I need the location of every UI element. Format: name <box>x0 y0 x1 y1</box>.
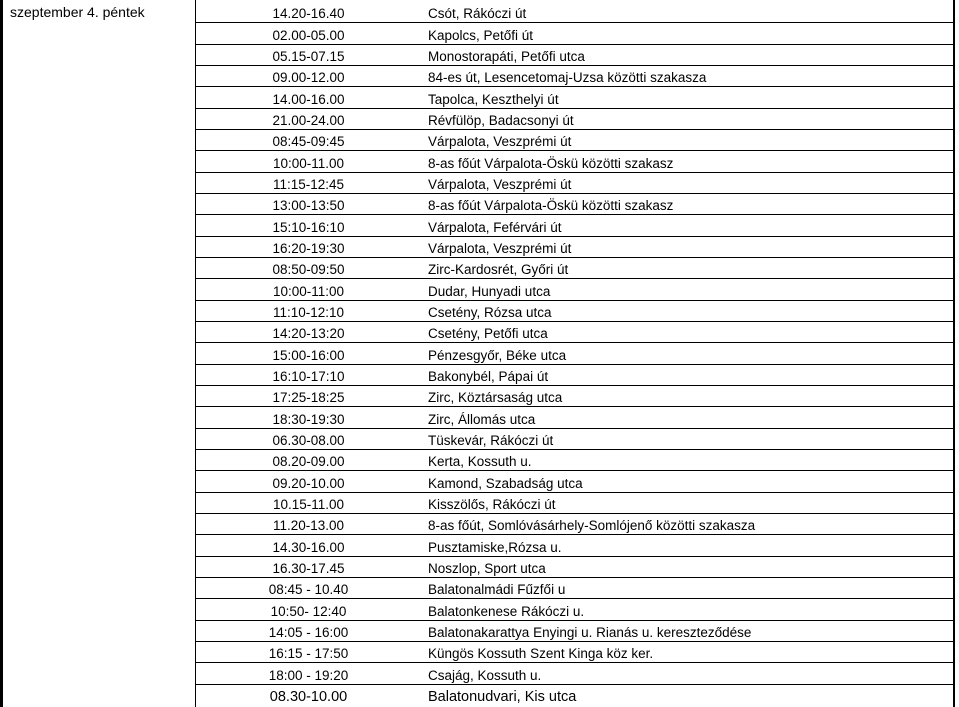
time-cell: 10:50- 12:40 <box>270 603 347 619</box>
location-cell: Noszlop, Sport utca <box>428 560 546 576</box>
table-row <box>196 578 953 599</box>
time-cell: 08:50-09:50 <box>272 262 345 278</box>
location-cell: Kamond, Szabadság utca <box>428 475 583 491</box>
time-cell: 10:00-11:00 <box>272 283 345 299</box>
location-cell: Balatonkenese Rákóczi u. <box>428 603 585 619</box>
location-cell: Várpalota, Veszprémi út <box>428 176 572 192</box>
table-row <box>196 429 953 450</box>
location-cell: Csetény, Petőfi utca <box>428 326 548 342</box>
time-cell: 14.00-16.00 <box>272 91 345 107</box>
table-row <box>196 279 953 300</box>
time-cell: 16.30-17.45 <box>272 560 345 576</box>
table-row <box>196 215 953 236</box>
time-cell: 11:10-12:10 <box>272 304 345 320</box>
time-cell: 09.00-12.00 <box>272 70 345 86</box>
location-cell: Balatonakarattya Enyingi u. Rianás u. kereszteződése <box>428 624 752 640</box>
time-cell: 10:00-11.00 <box>272 155 345 171</box>
table-row <box>196 599 953 620</box>
time-cell: 16:10-17:10 <box>272 368 345 384</box>
right-border-line <box>953 0 955 707</box>
time-cell: 11:15-12:45 <box>272 176 345 192</box>
time-cell: 06.30-08.00 <box>272 432 345 448</box>
table-row <box>196 130 953 151</box>
location-cell: Zirc, Állomás utca <box>428 411 536 427</box>
table-row <box>196 621 953 642</box>
time-cell: 15:00-16:00 <box>272 347 345 363</box>
location-cell: 8-as főút Várpalota-Öskü közötti szakasz <box>428 155 674 171</box>
time-cell: 14.20-16.40 <box>272 6 345 22</box>
time-cell: 05.15-07.15 <box>272 48 345 64</box>
location-cell: Pusztamiske,Rózsa u. <box>428 539 562 555</box>
time-cell: 08:45-09:45 <box>272 134 345 150</box>
location-cell: Zirc-Kardosrét, Győri út <box>428 262 569 278</box>
time-cell: 21.00-24.00 <box>272 112 345 128</box>
time-cell: 14.30-16.00 <box>272 539 345 555</box>
time-cell: 09.20-10.00 <box>272 475 345 491</box>
location-cell: Balatonudvari, Kis utca <box>428 688 577 705</box>
time-cell: 15:10-16:10 <box>272 219 345 235</box>
time-cell: 02.00-05.00 <box>272 27 345 43</box>
table-row <box>196 2 953 23</box>
table-row <box>196 471 953 492</box>
time-cell: 13:00-13:50 <box>272 198 345 214</box>
location-cell: Csajág, Kossuth u. <box>428 667 542 683</box>
location-cell: Tapolca, Keszthelyi út <box>428 91 559 107</box>
table-row <box>196 535 953 556</box>
location-cell: Várpalota, Feférvári út <box>428 219 562 235</box>
table-row <box>196 557 953 578</box>
time-cell: 16:15 - 17:50 <box>268 646 349 662</box>
location-cell: Bakonybél, Pápai út <box>428 368 549 384</box>
table-row <box>196 173 953 194</box>
location-cell: Csetény, Rózsa utca <box>428 304 552 320</box>
table-row <box>196 386 953 407</box>
table-row <box>196 407 953 428</box>
location-cell: Várpalota, Veszprémi út <box>428 134 572 150</box>
table-row <box>196 237 953 258</box>
location-cell: Pénzesgyőr, Béke utca <box>428 347 567 363</box>
table-row <box>196 45 953 66</box>
location-cell: Küngös Kossuth Szent Kinga köz ker. <box>428 646 654 662</box>
location-cell: Várpalota, Veszprémi út <box>428 240 572 256</box>
table-row <box>196 109 953 130</box>
location-cell: Kisszölős, Rákóczi út <box>428 496 556 512</box>
time-cell: 11.20-13.00 <box>272 518 345 534</box>
table-row <box>196 685 953 706</box>
location-cell: 84-es út, Lesencetomaj-Uzsa közötti szakasza <box>428 70 707 86</box>
time-cell: 14:05 - 16:00 <box>268 624 349 640</box>
location-cell: Kerta, Kossuth u. <box>428 454 532 470</box>
table-row <box>196 493 953 514</box>
time-cell: 10.15-11.00 <box>272 496 345 512</box>
table-row <box>196 343 953 364</box>
time-cell: 08:45 - 10.40 <box>268 582 349 598</box>
location-cell: 8-as főút, Somlóvásárhely-Somlójenő közötti szakasza <box>428 518 756 534</box>
day-label: szeptember 4. péntek <box>10 4 145 20</box>
time-cell: 08.30-10.00 <box>269 688 348 705</box>
table-row <box>196 663 953 684</box>
time-cell: 18:30-19:30 <box>272 411 345 427</box>
location-cell: Tüskevár, Rákóczi út <box>428 432 554 448</box>
table-row <box>196 365 953 386</box>
location-cell: Révfülöp, Badacsonyi út <box>428 112 574 128</box>
table-row <box>196 301 953 322</box>
time-cell: 08.20-09.00 <box>272 454 345 470</box>
table-row <box>196 450 953 471</box>
time-cell: 14:20-13:20 <box>272 326 345 342</box>
location-cell: 8-as főút Várpalota-Öskü közötti szakasz <box>428 198 674 214</box>
table-row <box>196 23 953 44</box>
left-border-line <box>0 0 3 707</box>
location-cell: Monostorapáti, Petőfi utca <box>428 48 585 64</box>
table-row <box>196 514 953 535</box>
location-cell: Kapolcs, Petőfi út <box>428 27 534 43</box>
table-row <box>196 258 953 279</box>
schedule-table <box>196 2 953 706</box>
location-cell: Dudar, Hunyadi utca <box>428 283 551 299</box>
table-row <box>196 642 953 663</box>
location-cell: Csót, Rákóczi út <box>428 6 527 22</box>
table-row <box>196 151 953 172</box>
time-cell: 17:25-18:25 <box>272 390 345 406</box>
table-row <box>196 87 953 108</box>
location-cell: Zirc, Köztársaság utca <box>428 390 563 406</box>
location-cell: Balatonalmádi Fűzfői u <box>428 582 566 598</box>
time-cell: 16:20-19:30 <box>272 240 345 256</box>
time-cell: 18:00 - 19:20 <box>268 667 349 683</box>
table-row <box>196 194 953 215</box>
table-row <box>196 66 953 87</box>
table-row <box>196 322 953 343</box>
